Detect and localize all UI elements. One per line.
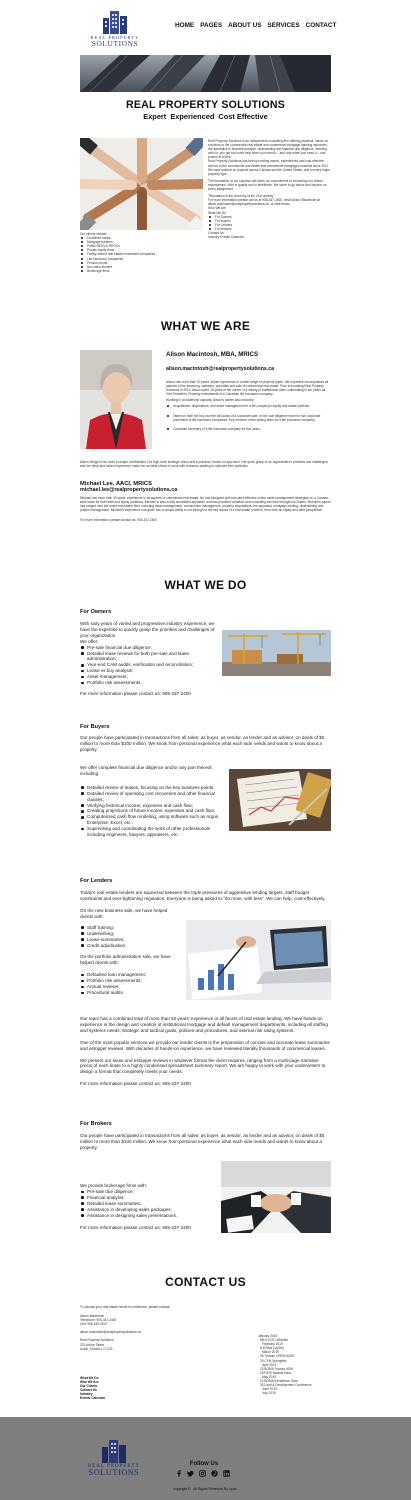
alison-career-list (166, 404, 331, 430)
buyers-item: Detailed review of leases, focusing on the key business points; (80, 785, 224, 791)
event-item: 26 Toronto CREW AGM (260, 1354, 294, 1359)
link-for-brokers[interactable]: For Brokers (208, 227, 333, 231)
event-month: May 2019 (262, 1374, 276, 1379)
client-item: Non-bank lenders (80, 265, 200, 269)
lenders-item: Portfolio risk assessments; (80, 978, 180, 984)
client-item: Public REITs & REOCs (80, 244, 200, 248)
intro-text (208, 139, 333, 239)
owners-item: Lease vs buy analysis; (80, 668, 218, 674)
site-header (0, 0, 411, 54)
link-for-lenders[interactable]: For Lenders (208, 223, 333, 227)
footer-brand-line2: SOLUTIONS (88, 1468, 140, 1477)
client-item: Brokerage firms (80, 269, 200, 273)
alison-email[interactable]: alison.macintosh@realpropertysolutions.ca (166, 366, 274, 372)
event-item: 6th-9 ICSC Whistler (260, 1338, 289, 1343)
alison-block (166, 351, 331, 431)
owners-list (80, 645, 218, 686)
nav-about-us[interactable]: ABOUT US (228, 22, 262, 29)
event-item: 25 REIS Awards Gala (260, 1370, 291, 1375)
owners-section (80, 609, 331, 615)
event-month: January 2019 (258, 1334, 278, 1338)
link-who-we-are[interactable]: Who We Are (208, 206, 226, 211)
service-links-list (208, 215, 333, 231)
link-for-buyers[interactable]: For Buyers (208, 219, 333, 223)
michael-bio: Michael has more than 30 years' experience in all aspects of commercial real estate. He has designed and executed effective online asset management strategies on a Canada-wide basis for both debt and equity portfolios. Michael is also a fully accredited appraiser, and has provided valuation and consulting services throughout Ontario. Michael's career has ranged over the entire real estate field, including asset management, construction management, property acquisitions, fee appraisal, mortgage lending, underwriting and project management. Michael's experience has given him a unique ability to cut through to the key issues of a real estate problem, from both an equity and debt perspective. (80, 496, 331, 513)
quick-link-events-calendar[interactable]: Events Calendar (80, 1396, 105, 1401)
brokers-heading: For Brokers (80, 1121, 112, 1127)
social-icons (176, 1470, 230, 1477)
facebook-icon[interactable] (176, 1470, 182, 1477)
michael-email[interactable]: michael.lee@realpropertysolutions.ca (80, 487, 178, 493)
main-nav (175, 22, 336, 29)
nav-pages[interactable]: PAGES (200, 22, 223, 29)
contact-email[interactable]: alison.macintosh@realpropertysolutions.ca (80, 1330, 141, 1335)
contact-cell[interactable]: Cell: 905-330-2870 (80, 1322, 108, 1327)
what-we-do-heading: WHAT WE DO (164, 578, 247, 592)
event-month: April 2019 (262, 1362, 277, 1367)
clients-list (80, 236, 200, 273)
brand-name-line1: REAL PROPERTY (90, 35, 140, 40)
event-item: 29 CFM Springfest (260, 1358, 287, 1363)
owners-item: Pre-sale financial due diligence; (80, 645, 218, 651)
client-item: Family-owned real estate investment companies (80, 252, 200, 256)
brokers-item: Assistance in designing sales presentations. (80, 1213, 220, 1219)
owners-item: Asset management; (80, 674, 218, 680)
link-events-calendar[interactable]: Industry Events Calendar (208, 235, 244, 240)
owners-contact: For more information please contact us: 905-337-2400 (80, 690, 191, 696)
financial-documents-image (229, 769, 331, 831)
teamwork-hands-image (80, 138, 203, 230)
buyers-heading: For Buyers (80, 724, 110, 730)
lenders-more (80, 1016, 331, 1087)
contact-intro: To discuss your real estate needs in confidence, please contact: (80, 1305, 171, 1309)
lenders-item: Lease summaries; (80, 937, 180, 943)
michael-name: Michael Lee, AACI, MRICS (80, 481, 152, 487)
intro-paragraph-1: Real Property Solutions is an independent consulting firm offering practical, hands-on solutions to the commercial real estate and commercial mortgage banking industries. We specialize in financial analysis, underwriting and financial due diligence. Working with us, you get top notch help when you need it – and only when you need it – one project at a time. (208, 139, 329, 160)
alison-career-item: Acquisitions, dispositions, and asset management for a life company's equity real estate portfolio; (166, 404, 331, 408)
quick-link-what-we-do[interactable]: What We Do (80, 1376, 99, 1380)
contact-quick-links (80, 1376, 140, 1401)
event-month: July 2019 (262, 1391, 276, 1396)
lenders-contact: For more information please contact us: 905-337-2400 (80, 1081, 191, 1087)
client-item: Pension funds (80, 261, 200, 265)
lenders-item: Underwriting; (80, 931, 180, 937)
lenders-portfolio-list (80, 972, 180, 996)
intro-more-info: For more information please call us at 905-337-2400, email Alison Macintosh at alison.macintosh@realpropertysolutions.ca, or click below. (208, 198, 320, 207)
buyers-item: Creating projections of future income, expenses and cash flow; (80, 808, 224, 814)
intro-paragraph-3: The foundation of our success has been our commitment to exceeding our clients' expectations, both in quality and in timeliness. We strive to go above and beyond on every assignment. (208, 178, 327, 192)
what-we-are-heading: WHAT WE ARE (160, 319, 251, 333)
lenders-item: Annual reviews; (80, 984, 180, 990)
contact-details (80, 1305, 200, 1351)
owners-intro: With sixty years of varied and progressive industry experience, we have the expertise to quickly grasp the priorities and challenges of your organization. (80, 621, 215, 638)
lenders-item: Credit adjudication. (80, 943, 180, 949)
event-item: 23 BOMA Toronto AGM (260, 1366, 294, 1371)
michael-contact: For more information please contact us: 905-337-2400 (80, 518, 157, 523)
event-month: June 2019 (262, 1387, 277, 1392)
lenders-portfolio: On the portfolio administration side, we have helped clients with: (80, 954, 171, 966)
brokers-item: Pre-sale due diligence; (80, 1189, 220, 1195)
event-item: 22 BOMA Excellence Gala (260, 1379, 298, 1384)
event-month: February 2019 (262, 1342, 283, 1347)
quick-link-contact-us[interactable]: Contact Us (80, 1388, 97, 1393)
alison-name: Alison Macintosh, MBA, MRICS (166, 351, 259, 358)
instagram-icon[interactable] (199, 1470, 206, 1477)
buyers-item: Verifying historical income, expenses and cash flow; (80, 803, 224, 809)
alison-career-item: Corporate secretary of a life insurance company for five years. (166, 427, 331, 431)
lenders-intro: Today's real estate lenders are squeezed between the triple pressures of aggressive lending targets, staff budget constraints and ever-tightening regulation. Everyone is being asked to "do more, with less". We can help, cost-effectively. (80, 890, 326, 901)
hero-tagline: Expert Experienced Cost Effective (143, 112, 268, 121)
buyers-item: Supervising and coordinating the work of other professionals including engineers, lawyers, appraisers, etc. (80, 826, 224, 838)
owners-item: Portfolio risk assessments. (80, 680, 218, 686)
client-item: Mortgage bankers (80, 240, 200, 244)
michael-block (80, 481, 331, 522)
contact-city: Acton, Ontario L7J 0J9 (80, 1346, 113, 1351)
nav-services[interactable]: SERVICES (267, 22, 300, 29)
footer-logo[interactable] (82, 1437, 146, 1491)
link-what-we-do[interactable]: What We Do (208, 210, 227, 215)
owners-item: Detailed lease reviews for both pre-sale and lease administration; (80, 651, 218, 663)
clients-heading: Our clients include: (80, 232, 108, 236)
contact-company: Real Property Solutions (80, 1338, 114, 1343)
pinterest-icon[interactable] (211, 1470, 218, 1477)
contact-street: 222 Arthur Street (80, 1342, 105, 1347)
events-calendar-list (258, 1334, 333, 1395)
contact-us-heading: CONTACT US (165, 1275, 246, 1289)
buyers-list (80, 785, 224, 838)
brokers-item: Financial analysis; (80, 1195, 220, 1201)
brand-logo[interactable] (86, 8, 144, 48)
event-item: 30 Land & Development Conference (260, 1383, 312, 1388)
brokers-list (80, 1189, 220, 1219)
lenders-text (80, 908, 180, 996)
brokers-item: Assistance in developing sales packages; (80, 1207, 220, 1213)
buyers-intro: Our people have participated in transactions from all sides: as buyer, as vendor, as lender and as advisor, on deals of $5 million to more than $100 million. We know from personal experience what each side needs and wants to know about a property. (80, 735, 325, 752)
client-item: Private equity firms (80, 248, 200, 252)
buyers-item: Computerized cash flow modeling, using software such as Argus Enterprise, Excel, etc.; (80, 814, 224, 826)
intro-paragraph-2: Real Property Solutions has been providing expert, experienced and cost-effective service to the commercial real estate and commercial mortgage industries since 2011. We have worked on projects across Canada and the United States, and in every major property type. (208, 159, 331, 176)
hero-banner-image (80, 55, 331, 92)
owners-text (80, 621, 218, 697)
brokers-offer: We provide brokerage firms with: (80, 1183, 148, 1188)
lenders-heading: For Lenders (80, 878, 113, 884)
brand-name-line2: SOLUTIONS (91, 39, 139, 48)
copyright-text: copyright © All Rights Reserved By Apon (173, 1487, 237, 1491)
lenders-popular: One of the most popular services we provide our lender clients is the preparation of concise and accurate lease summaries and estoppel reviews. With decades of hands-on experience, we have reviewed literally thousands of commercial leases. (80, 1039, 330, 1051)
alison-career-item: Taken on both the buy and the sell-sides of a corporate sale, on the due diligence team for two corporate purchases of life insurance companies. Key member of the selling team for a life insurance company; (166, 414, 331, 422)
lenders-item: Procedural audits. (80, 990, 180, 996)
site-footer (0, 1417, 411, 1500)
lenders-new-business-list (80, 925, 180, 949)
owners-heading: For Owners (80, 609, 112, 615)
contact-name: Alison Macintosh (80, 1314, 105, 1319)
construction-cranes-image (222, 630, 331, 676)
alison-closing: Alison brings to her work a unique combination of a high-level strategic vision and a practical, hands-on approach. Her quick grasp of an organization's priorities and challenges, and her deep and varied experience make her an ideal choice to work with investors seeking to optimize their portfolios. (80, 460, 329, 469)
link-contact-us[interactable]: Contact Us (208, 230, 224, 235)
clients-block (80, 232, 200, 273)
footer-logo-building-icon (99, 1437, 129, 1463)
client-item: Life insurance companies (80, 257, 200, 261)
lenders-item: Defaulted loan management; (80, 972, 180, 978)
quick-link-industry[interactable]: Industry (80, 1392, 93, 1397)
alison-photo (80, 350, 152, 449)
lenders-new-business: On the new business side, we have helped clients with: (80, 908, 168, 919)
intro-quote: "Reputation is the currency of the 21st century" (208, 194, 275, 199)
alison-leadership-intro: Working in a leadership capacity, Alison's career also includes: (166, 398, 255, 403)
owners-offer: We offer: (80, 638, 99, 644)
buyers-text (80, 765, 224, 838)
buyers-item: Detailed review of operating cost recoveries and other financial clauses; (80, 791, 224, 803)
brokers-contact: For more information please contact us: 905-337-2400 (80, 1225, 191, 1231)
logo-building-icon (100, 8, 130, 34)
linkedin-icon[interactable] (223, 1470, 230, 1477)
event-item: 6-8 Real Ca(Ste) (260, 1346, 284, 1351)
brokers-text (80, 1183, 220, 1231)
brokers-item: Detailed lease summaries; (80, 1201, 220, 1207)
quick-link-our-clients[interactable]: Our Clients (80, 1384, 98, 1389)
footer-brand-line1: REAL PROPERTY (87, 1464, 141, 1469)
contact-telephone[interactable]: Telephone: 905-337-2400 (80, 1318, 117, 1323)
quick-link-who-we-are[interactable]: Who We Are (80, 1380, 99, 1385)
link-for-owners[interactable]: For Owners (208, 215, 333, 219)
alison-bio: Alison has more than 30 years' senior experience in a wide range of property types. Her expertise encompasses all aspects of the financing, valuation, purchase and sale of commercial real estate. Prior to founding Real Property Solutions in 2011, Alison spent 18 years of her career in a variety of institutional roles, culminating in ten years as Vice President, Property Investments of a Canadian life insurance company. (166, 380, 329, 397)
handshake-image (221, 1161, 331, 1233)
buyers-offer: We offer complete financial due diligence and/or any part thereof, including: (80, 765, 213, 776)
follow-us-heading: Follow Us (189, 1461, 219, 1467)
event-month: March 2019 (262, 1350, 279, 1355)
nav-contact[interactable]: CONTACT (305, 22, 337, 29)
lenders-team: Our team has a combined total of more than 50 years' experience in all facets of real estate lending. We have hands-on experience in the design and creation of institutional mortgage and default management departments, including all staffing and systems needs, strategic and tactical goals, policies and procedures, and internal risk rating systems. (80, 1016, 328, 1033)
twitter-icon[interactable] (187, 1470, 194, 1477)
lenders-item: Staff training; (80, 925, 180, 931)
client-item: Chartered banks (80, 236, 200, 240)
laptop-charts-image (186, 920, 331, 1000)
lenders-present: We present our lease and estoppel reviews in whatever format the client requires, ranging from a multi-page narrative précis of each lease to a highly condensed spreadsheet summary report. We are happy to work with your underwriters to design a format that completely meets your needs. (80, 1057, 326, 1075)
brokers-intro: Our people have participated in transactions from all sides: as buyer, as vendor, as lender and as advisor, on deals of $5 million to more than $100 million. We know from personal experience what each side needs and wants to know about a property. (80, 1133, 325, 1150)
owners-item: Year-end CAM audits, verification and reconciliation; (80, 662, 218, 668)
nav-home[interactable]: HOME (175, 22, 195, 29)
hero-title: REAL PROPERTY SOLUTIONS (125, 99, 286, 111)
